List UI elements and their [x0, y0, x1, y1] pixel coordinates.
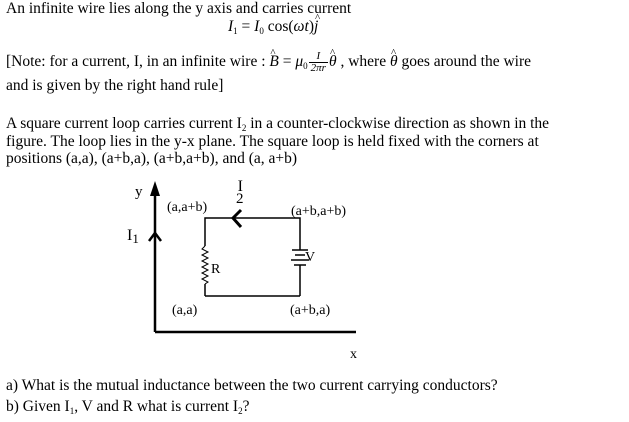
corner-label-tr: (a+b,a+b)	[291, 204, 347, 219]
eq-lhs: I	[228, 18, 234, 35]
corner-label-tl: (a,a+b)	[167, 200, 208, 215]
resistor-zigzag	[202, 246, 208, 284]
eq-omega-t: ωt	[293, 18, 309, 35]
corner-label-bl: (a,a)	[172, 303, 198, 318]
note-a: [Note: for a current, I, in an infinite wire :	[6, 53, 270, 70]
y-axis-arrow	[150, 181, 160, 196]
note-frac-num: I	[309, 51, 328, 63]
i2-label-main: I	[237, 178, 243, 195]
note-eq: =	[278, 53, 296, 70]
q-b-sub1: 1	[69, 406, 75, 416]
i1-label-main: I	[127, 227, 133, 244]
note-mu-sub: 0	[303, 61, 308, 71]
battery-label: V	[305, 250, 316, 265]
q-b3: ?	[242, 398, 250, 415]
loop-line-3: positions (a,a), (a+b,a), (a+b,a+b), and (a, a+b)	[6, 150, 298, 167]
loop-l1b: in a counter-clockwise direction as shown in the	[246, 115, 550, 132]
q-b1: b) Given I	[6, 398, 70, 415]
corner-label-br: (a+b,a)	[290, 303, 331, 318]
eq-close: )	[308, 18, 314, 35]
note-frac-den: 2πr	[310, 61, 326, 74]
eq-cos: cos(	[263, 18, 294, 35]
eq-equals: =	[237, 18, 255, 35]
note-mu: μ	[295, 53, 304, 70]
eq-lhs-sub: 1	[233, 26, 238, 36]
intro-text: An infinite wire lies along the y axis and carries current	[6, 0, 352, 17]
eq-j-hat: ^ j	[314, 18, 318, 36]
eq-i0-sub: 0	[259, 26, 264, 36]
note-theta-hat-2: ^ θ	[390, 48, 398, 76]
i1-label	[127, 227, 139, 246]
resistor-label: R	[211, 262, 221, 277]
question-a: a) What is the mutual inductance between the two current carrying conductors?	[6, 377, 498, 394]
loop-top	[205, 218, 300, 250]
note-f: goes around the wire	[397, 53, 532, 70]
i2-label	[236, 178, 244, 207]
x-axis-label: x	[350, 347, 357, 362]
note-theta-hat: ^ θ	[329, 48, 337, 76]
q-b2: , V and R what is current I	[74, 398, 239, 415]
note-line-2: and is given by the right hand rule]	[6, 77, 224, 94]
y-axis-label: y	[135, 184, 143, 200]
q-b-sub2: 2	[238, 406, 243, 416]
loop-l1a: A square current loop carries current I	[6, 115, 242, 132]
eq-i0: I	[254, 18, 260, 35]
note-d: , where	[336, 53, 390, 70]
i2-label-sub: 2	[236, 191, 244, 207]
note-b-vector: ^ B	[269, 48, 278, 76]
loop-l1-sub: 2	[241, 123, 247, 133]
i1-label-sub: 1	[132, 231, 139, 246]
loop-line-2: figure. The loop lies in the y-x plane. The square loop is held fixed with the corners at	[6, 133, 539, 150]
question-b	[6, 398, 249, 420]
